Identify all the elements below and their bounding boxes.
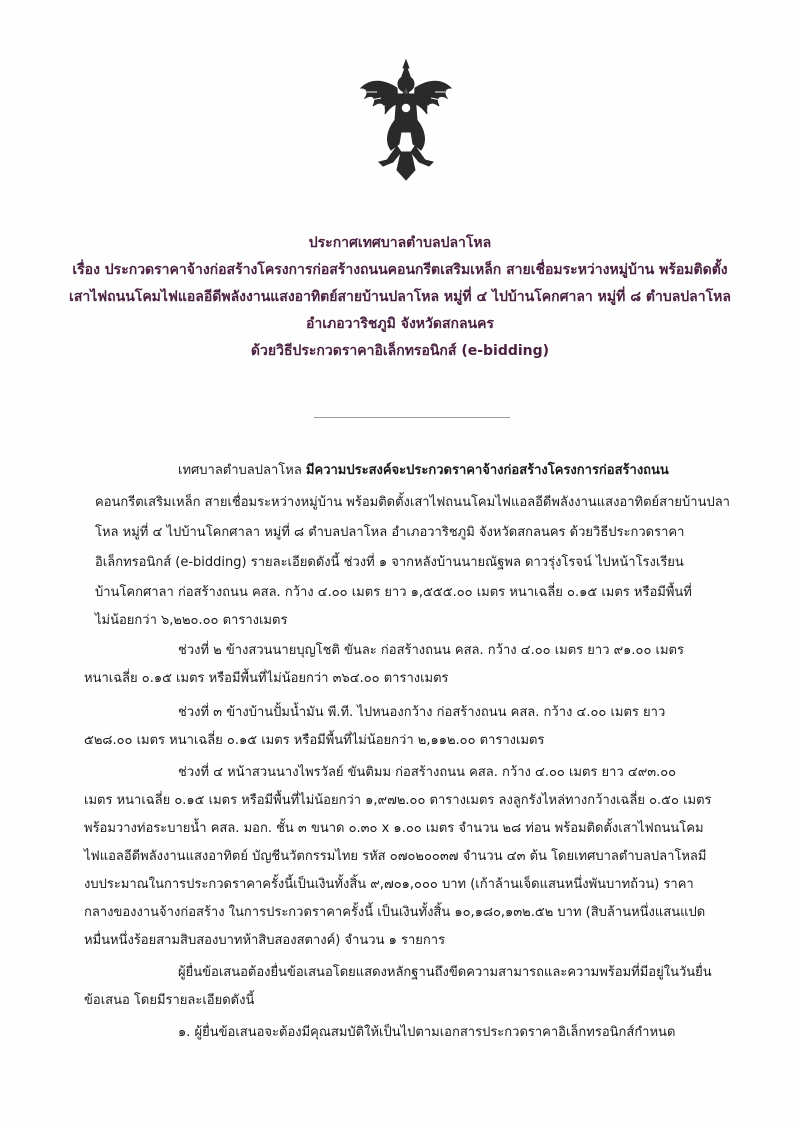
paragraph-4-line-1: ช่วงที่ ๔ หน้าสวนนางไพรวัลย์ ขันติมม ก่อสร้างถนน คสล. กว้าง ๔.๐๐ เมตร ยาว ๔๙๓.๐๐: [178, 765, 677, 780]
paragraph-1-line-3: โหล หมู่ที่ ๔ ไปบ้านโคกศาลา หมู่ที่ ๘ ตำบลปลาโหล อำเภอวาริชภูมิ จังหวัดสกลนคร ด้วยวิธีประกวดราคา: [95, 525, 685, 540]
subject-text-1: ประกวดราคาจ้างก่อสร้างโครงการก่อสร้างถนนคอนกรีตเสริมเหล็ก สายเชื่อมระหว่างหมู่บ้าน พร้อมติดตั้ง: [104, 262, 728, 278]
garuda-emblem-icon: [357, 58, 455, 182]
paragraph-4-line-4: ไฟแอลอีดีพลังงานแสงอาทิตย์ บัญชีนวัตกรรมไทย รหัส ๐๗๐๒๐๐๓๗ จำนวน ๔๓ ต้น โดยเทศบาลตำบลปลาโหลมี: [84, 849, 707, 864]
announcement-header: [60, 230, 740, 365]
paragraph-3-line-2: ๕๒๘.๐๐ เมตร หนาเฉลี่ย ๐.๑๕ เมตร หรือมีพื้นที่ไม่น้อยกว่า ๒,๑๑๒.๐๐ ตารางเมตร: [84, 733, 545, 748]
paragraph-1-line-2: คอนกรีตเสริมเหล็ก สายเชื่อมระหว่างหมู่บ้าน พร้อมติดตั้งเสาไฟถนนโคมไฟแอลอีดีพลังงานแสงอาทิตย์สายบ้านปลา: [95, 495, 730, 510]
paragraph-5-line-1: ผู้ยื่นข้อเสนอต้องยื่นข้อเสนอโดยแสดงหลักฐานถึงขีดความสามารถและความพร้อมที่มีอยู่ในวันยื่น: [178, 965, 712, 980]
announcement-title: ประกาศเทศบาลตำบลปลาโหล: [308, 235, 492, 251]
paragraph-4-line-7: หมื่นหนึ่งร้อยสามสิบสองบาทห้าสิบสองสตางค์) จำนวน ๑ รายการ: [84, 933, 446, 948]
paragraph-1-intro: มีความประสงค์จะประกวดราคาจ้างก่อสร้างโครงการก่อสร้างถนน: [305, 463, 669, 478]
subject-line-2: เสาไฟถนนโคมไฟแอลอีดีพลังงานแสงอาทิตย์สายบ้านปลาโหล หมู่ที่ ๔ ไปบ้านโคกศาลา หมู่ที่ ๘ ตำบลปลาโหล: [69, 289, 731, 305]
paragraph-4-line-6: กลางของงานจ้างก่อสร้าง ในการประกวดราคาครั้งนี้ เป็นเงินทั้งสิ้น ๑๐,๑๘๐,๑๓๒.๕๒ บาท (สิบล้านหนึ่งแสนแปด: [84, 905, 706, 920]
paragraph-6-line-1: ๑. ผู้ยื่นข้อเสนอจะต้องมีคุณสมบัติให้เป็นไปตามเอกสารประกวดราคาอิเล็กทรอนิกส์กำหนด: [178, 1025, 676, 1040]
paragraph-1-line-4: อิเล็กทรอนิกส์ (e-bidding) รายละเอียดดังนี้ ช่วงที่ ๑ จากหลังบ้านนายณัฐพล ดาวรุ่งโรจน์ ไปหน้าโรงเรียน: [95, 555, 684, 570]
paragraph-2-line-2: หนาเฉลี่ย ๐.๑๕ เมตร หรือมีพื้นที่ไม่น้อยกว่า ๓๖๔.๐๐ ตารางเมตร: [84, 671, 449, 686]
paragraph-1-line-5: บ้านโคกศาลา ก่อสร้างถนน คสล. กว้าง ๔.๐๐ เมตร ยาว ๑,๕๕๕.๐๐ เมตร หนาเฉลี่ย ๐.๑๕ เมตร หรือมีพื้นที่: [95, 585, 692, 600]
paragraph-2-line-1: ช่วงที่ ๒ ข้างสวนนายบุญโชติ ขันละ ก่อสร้างถนน คสล. กว้าง ๔.๐๐ เมตร ยาว ๙๑.๐๐ เมตร: [178, 643, 684, 658]
subject-line-1: [60, 257, 740, 284]
paragraph-4-line-2: เมตร หนาเฉลี่ย ๐.๑๕ เมตร หรือมีพื้นที่ไม่น้อยกว่า ๑,๙๗๒.๐๐ ตารางเมตร ลงลูกรังไหล่ทางกว้างเฉลี่ย ๐.๕๐ เมตร: [84, 793, 712, 808]
subject-label: เรื่อง: [72, 262, 100, 278]
subject-line-4: ด้วยวิธีประกวดราคาอิเล็กทรอนิกส์ (e-bidding): [250, 343, 550, 359]
paragraph-1-line-6: ไม่น้อยกว่า ๖,๒๒๐.๐๐ ตารางเมตร: [95, 613, 288, 628]
organization-name: เทศบาลตำบลปลาโหล: [178, 463, 302, 478]
paragraph-3-line-1: ช่วงที่ ๓ ข้างบ้านปั้มน้ำมัน พี.ที. ไปหนองกว้าง ก่อสร้างถนน คสล. กว้าง ๔.๐๐ เมตร ยาว: [178, 705, 666, 720]
paragraph-1-line-1: [178, 462, 669, 480]
subject-line-3: อำเภอวาริชภูมิ จังหวัดสกลนคร: [305, 316, 495, 332]
paragraph-5-line-2: ข้อเสนอ โดยมีรายละเอียดดังนี้: [84, 993, 255, 1008]
paragraph-4-line-5: งบประมาณในการประกวดราคาครั้งนี้เป็นเงินทั้งสิ้น ๙,๗๐๑,๐๐๐ บาท (เก้าล้านเจ็ดแสนหนึ่งพันบาทถ้วน) ราคา: [84, 877, 694, 892]
header-divider: [314, 417, 510, 418]
paragraph-4-line-3: พร้อมวางท่อระบายน้ำ คสล. มอก. ชั้น ๓ ขนาด ๐.๓๐ x ๑.๐๐ เมตร จำนวน ๒๘ ท่อน พร้อมติดตั้งเสาไฟถนนโคม: [84, 821, 704, 836]
